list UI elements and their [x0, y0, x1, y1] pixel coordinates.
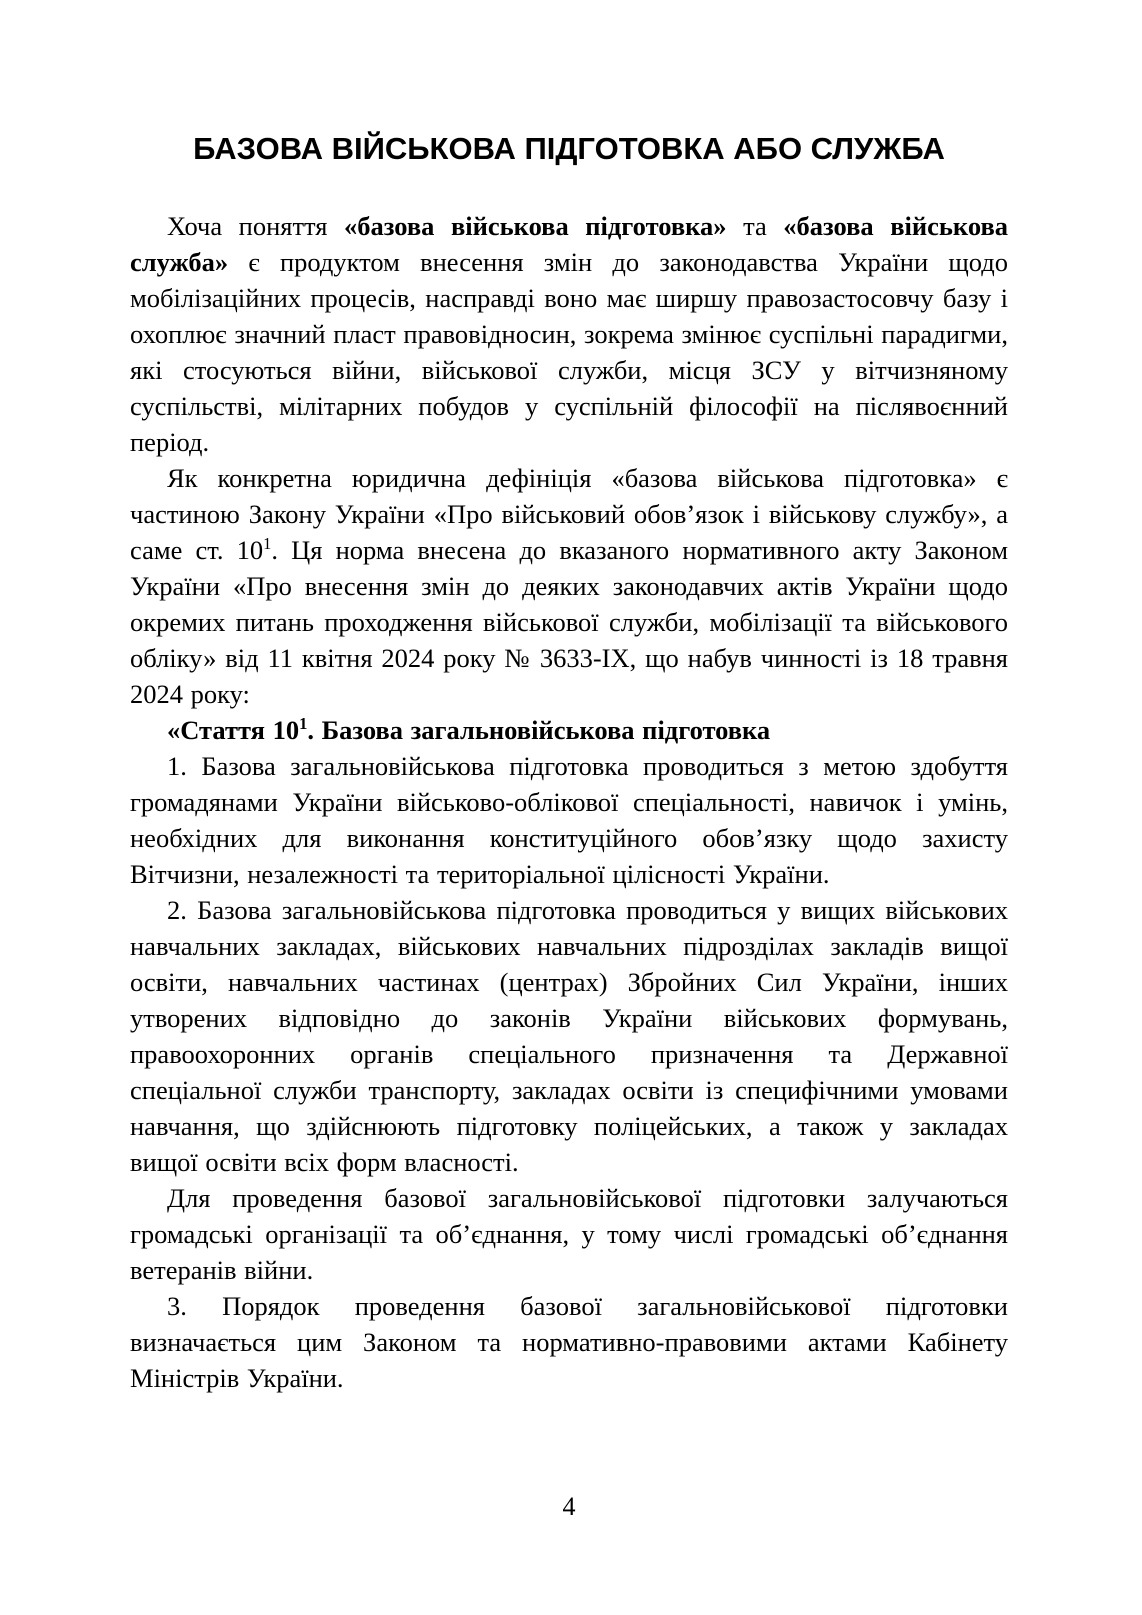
- text-run: 2. Базова загальновійськова підготовка проводиться у вищих військових навчальних закладах, військових навчальних підрозділах закладів вищої освіти, навчальних частинах (центрах) Збройних Сил України, інших утворених відповідно до законів України військових формувань, правоохоронних органів спеціального призначення та Державної спеціальної служби транспорту, закладах освіти із специфічними умовами навчання, що здійснюють підготовку поліцейських, а також у закладах вищої освіти всіх форм власності.: [130, 895, 1008, 1177]
- text-run: . Базова загальновійськова підготовка: [307, 715, 771, 745]
- paragraph-7: [130, 1288, 1008, 1396]
- superscript-text: 1: [263, 534, 272, 554]
- text-run: «базова військова служба»: [130, 211, 1009, 277]
- superscript-text: 1: [299, 714, 308, 734]
- text-run: 3. Порядок проведення базової загальновійськової підготовки визначається цим Законом та нормативно-правовими актами Кабінету Міністрів України.: [130, 1291, 1008, 1393]
- paragraph-5: [130, 892, 1008, 1180]
- text-run: Як конкретна юридична дефініція «базова військова підготовка» є частиною Закону України «Про військовий обов’язок і військову службу», а саме ст. 10: [130, 463, 1008, 565]
- page-number: 4: [562, 1492, 576, 1521]
- document-body: [130, 208, 1008, 1396]
- paragraph-3: [130, 712, 1008, 748]
- text-run: Хоча поняття: [167, 211, 345, 241]
- text-run: «Стаття 10: [167, 715, 300, 745]
- text-run: «базова військова підготовка»: [344, 211, 727, 241]
- text-run: 1. Базова загальновійськова підготовка проводиться з метою здобуття громадянами України військово-облікової спеціальності, навичок і умінь, необхідних для виконання конституційного обов’язку щодо захисту Вітчизни, незалежності та територіальної цілісності України.: [130, 751, 1008, 889]
- paragraph-1: [130, 208, 1008, 460]
- paragraph-4: [130, 748, 1008, 892]
- text-run: . Ця норма внесена до вказаного нормативного акту Законом України «Про внесення змін до деяких законодавчих актів України щодо окремих питань проходження військової служби, мобілізації та військового обліку» від 11 квітня 2024 року № 3633-IX, що набув чинності із 18 травня 2024 року:: [130, 535, 1009, 709]
- text-run: та: [726, 211, 784, 241]
- text-run: є продуктом внесення змін до законодавства України щодо мобілізаційних процесів, насправді воно має ширшу правозастосовчу базу і охоплює значний пласт правовідносин, зокрема змінює суспільні парадигми, які стосуються війни, військової служби, місця ЗСУ у вітчизняному суспільстві, мілітарних побудов у суспільній філософії на післявоєнний період.: [130, 247, 1008, 457]
- document-content: [130, 130, 1008, 1396]
- document-title: БАЗОВА ВІЙСЬКОВА ПІДГОТОВКА АБО СЛУЖБА: [193, 131, 945, 166]
- paragraph-2: [130, 460, 1008, 712]
- paragraph-6: [130, 1180, 1008, 1288]
- text-run: Для проведення базової загальновійськової підготовки залучаються громадські організації та об’єднання, у тому числі громадські об’єднання ветеранів війни.: [130, 1183, 1008, 1285]
